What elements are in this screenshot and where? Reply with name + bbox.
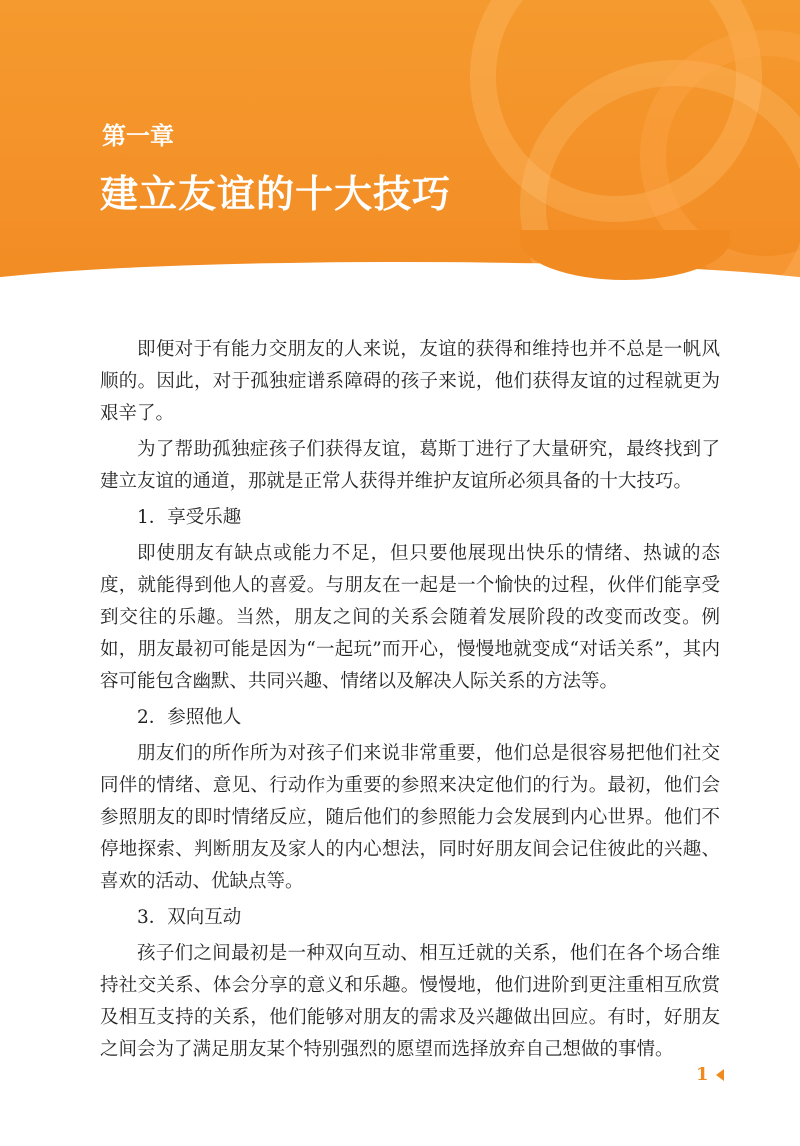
paragraph: 朋友们的所作所为对孩子们来说非常重要，他们总是很容易把他们社交同伴的情绪、意见、行动作为重要的参照来决定他们的行为。最初，他们会参照朋友的即时情绪反应，随后他们的参照能力会发展到内心世界。他们不停地探索、判断朋友及家人的内心想法，同时好朋友间会记住彼此的兴趣、喜欢的活动、优缺点等。 xyxy=(100,743,720,892)
section-heading: 3．双向互动 xyxy=(137,907,242,928)
chapter-title: 建立友谊的十大技巧 xyxy=(100,171,452,216)
section-heading: 1．享受乐趣 xyxy=(137,507,242,528)
page-number: 1 xyxy=(696,1064,709,1085)
paragraph: 为了帮助孤独症孩子们获得友谊，葛斯丁进行了大量研究，最终找到了建立友谊的通道，那就是正常人获得并维护友谊所必须具备的十大技巧。 xyxy=(100,439,720,492)
chapter-number: 第一章 xyxy=(102,121,174,150)
body-text xyxy=(100,334,720,1066)
section-heading: 2．参照他人 xyxy=(137,707,242,728)
page-marker-icon xyxy=(716,1069,724,1081)
paragraph: 孩子们之间最初是一种双向互动、相互迁就的关系，他们在各个场合维持社交关系、体会分享的意义和乐趣。慢慢地，他们进阶到更注重相互欣赏及相互支持的关系，他们能够对朋友的需求及兴趣做出回应。有时，好朋友之间会为了满足朋友某个特别强烈的愿望而选择放弃自己想做的事情。 xyxy=(100,943,720,1060)
paragraph: 即使朋友有缺点或能力不足，但只要他展现出快乐的情绪、热诚的态度，就能得到他人的喜爱。与朋友在一起是一个愉快的过程，伙伴们能享受到交往的乐趣。当然，朋友之间的关系会随着发展阶段的改变而改变。例如，朋友最初可能是因为“一起玩”而开心，慢慢地就变成“对话关系”，其内容可能包含幽默、共同兴趣、情绪以及解决人际关系的方法等。 xyxy=(100,543,720,692)
paragraph: 即便对于有能力交朋友的人来说，友谊的获得和维持也并不总是一帆风顺的。因此，对于孤独症谱系障碍的孩子来说，他们获得友谊的过程就更为艰辛了。 xyxy=(100,339,720,424)
chapter-header-banner xyxy=(0,0,800,300)
